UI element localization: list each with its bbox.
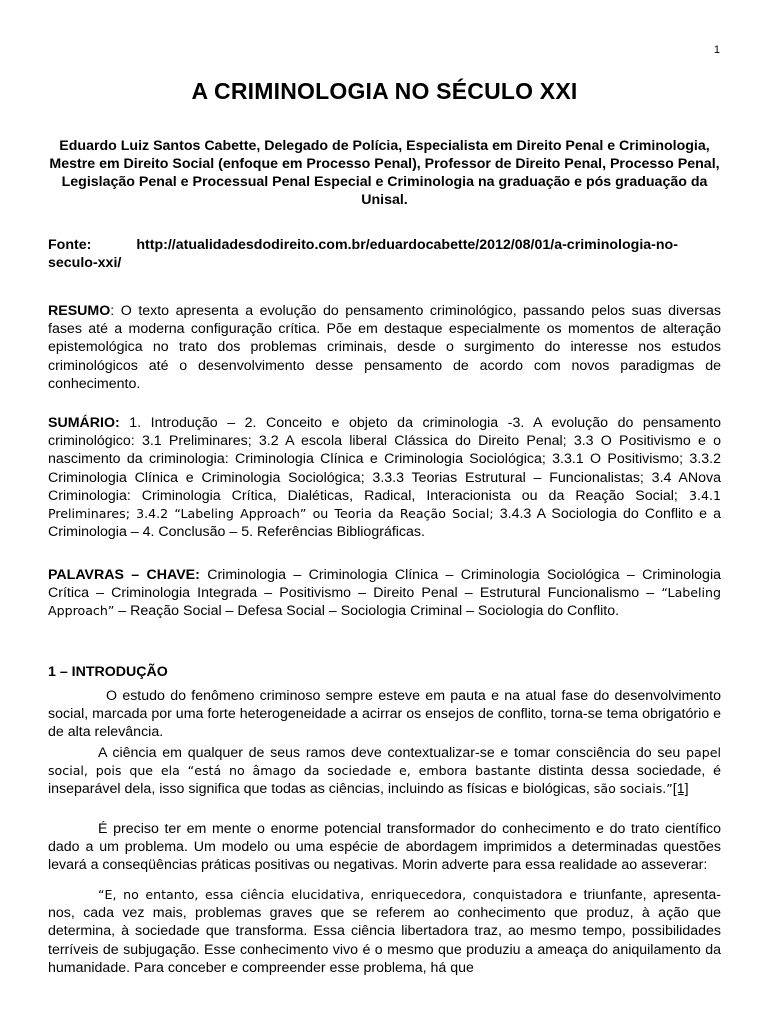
abstract-paragraph xyxy=(48,302,721,393)
body-paragraph-3: É preciso ter em mente o enorme potencial transformador do conhecimento e do trato científico dado a um problema. Um modelo ou uma espécie de abordagem imprimidos a determinadas questões levará a conseqüências práticas positivas ou negativas. Morin adverte para essa realidade ao asseverar: xyxy=(48,821,721,874)
page-number: 1 xyxy=(713,44,720,56)
summary-text-alt: 3.4.1 Preliminares; 3.4.2 “Labeling Approach” ou Teoria da Reação Social; xyxy=(48,487,721,522)
summary-text-end: 3.4.3 A Sociologia do Conflito e a Criminologia – 4. Conclusão – 5. Referências Bibliográficas. xyxy=(48,506,721,541)
body-paragraph-2 xyxy=(48,744,721,799)
summary-paragraph xyxy=(48,414,721,541)
keywords-paragraph xyxy=(48,566,721,621)
abstract-text: : O texto apresenta a evolução do pensamento criminológico, passando pelos suas diversas fases até a moderna configuração crítica. Põe em destaque especialmente os momentos de alteração epistemológica no trato dos problemas criminais, desde o surgimento do interesse nos estudos criminológicos até o desenvolvimento desse pensamento de acordo com novos paradigmas de conhecimento. xyxy=(48,303,721,392)
footnote-link-1[interactable]: [1] xyxy=(672,781,689,798)
body-paragraph-4 xyxy=(48,886,721,977)
p2-text: A ciência em qualquer de seus ramos deve contextualizar-se e tomar consciência do seu xyxy=(98,745,681,761)
keywords-text: Criminologia – Criminologia Clínica – Criminologia Sociológica – Criminologia Crítica – Criminologia Integrada – Positivismo – Direito Penal – Estrutural Funcionalismo – xyxy=(48,567,721,602)
source-label: Fonte: xyxy=(48,237,92,253)
author-byline: Eduardo Luiz Santos Cabette, Delegado de Polícia, Especialista em Direito Penal e Criminologia, Mestre em Direito Social (enfoque em Processo Penal), Professor de Direito Penal, Processo Penal, Legislação Penal e Processual Penal Especial e Criminologia na graduação e pós graduação da Unisal. xyxy=(49,138,720,208)
p2-quote: distinta dessa sociedade, é inseparável dela, isso significa que todas as ciências, incluindo as físicas e biológicas, xyxy=(48,763,722,798)
summary-label: SUMÁRIO: xyxy=(48,415,120,431)
source-line xyxy=(48,236,721,272)
keywords-text-end: – Reação Social – Defesa Social – Sociologia Criminal – Sociologia do Conflito. xyxy=(114,603,620,620)
body-paragraph-1: O estudo do fenômeno criminoso sempre esteve em pauta e na atual fase do desenvolvimento social, marcada por uma forte heterogeneidade a acirrar os ensejos de conflito, torna-se tema obrigatório e de alta relevância. xyxy=(48,688,721,741)
p2-quote-start: papel social, pois que ela “está no âmago da sociedade e, embora bastante xyxy=(48,745,721,779)
summary-text: 1. Introdução – 2. Conceito e objeto da criminologia -3. A evolução do pensamento criminológico: 3.1 Preliminares; 3.2 A escola liberal Clássica do Direito Penal; 3.3 O Positivismo e o nascimento da criminologia: Criminologia Clínica e Criminologia Sociológica; 3.3.1 O Positivismo; 3.3.2 Criminologia Clínica e Criminologia Sociológica; 3.3.3 Teorias Estrutural – Funcionalistas; 3.4 ANova Criminologia: Criminologia Crítica, Dialéticas, Radical, Interacionista ou da Reação Social; xyxy=(48,415,721,504)
source-url[interactable]: http://atualidadesdodireito.com.br/eduardocabette/2012/08/01/a-criminologia-no-seculo-xxi/ xyxy=(48,237,678,271)
abstract-label: RESUMO xyxy=(48,303,111,319)
document-title: A CRIMINOLOGIA NO SÉCULO XXI xyxy=(191,78,578,104)
keywords-label: PALAVRAS – CHAVE: xyxy=(48,567,200,583)
p4-quote: triunfante, apresenta- nos, cada vez mais, problemas graves que se referem ao conhecimento que produz, à ação que determina, à sociedade que transforma. Essa ciência libertadora traz, ao mesmo tempo, possibilidades terríveis de subjugação. Esse conhecimento vivo é o mesmo que produziu a ameaça do aniquilamento da humanidade. Para conceber e compreender esse problema, há que xyxy=(48,887,721,976)
section-heading: 1 – INTRODUÇÃO xyxy=(48,664,168,680)
keywords-text-alt: “Labeling Approach” xyxy=(48,585,721,619)
p4-quote-start: “E, no entanto, essa ciência elucidativa, enriquecedora, conquistadora e xyxy=(98,887,577,902)
p2-quote-end: são sociais.” xyxy=(589,781,673,797)
